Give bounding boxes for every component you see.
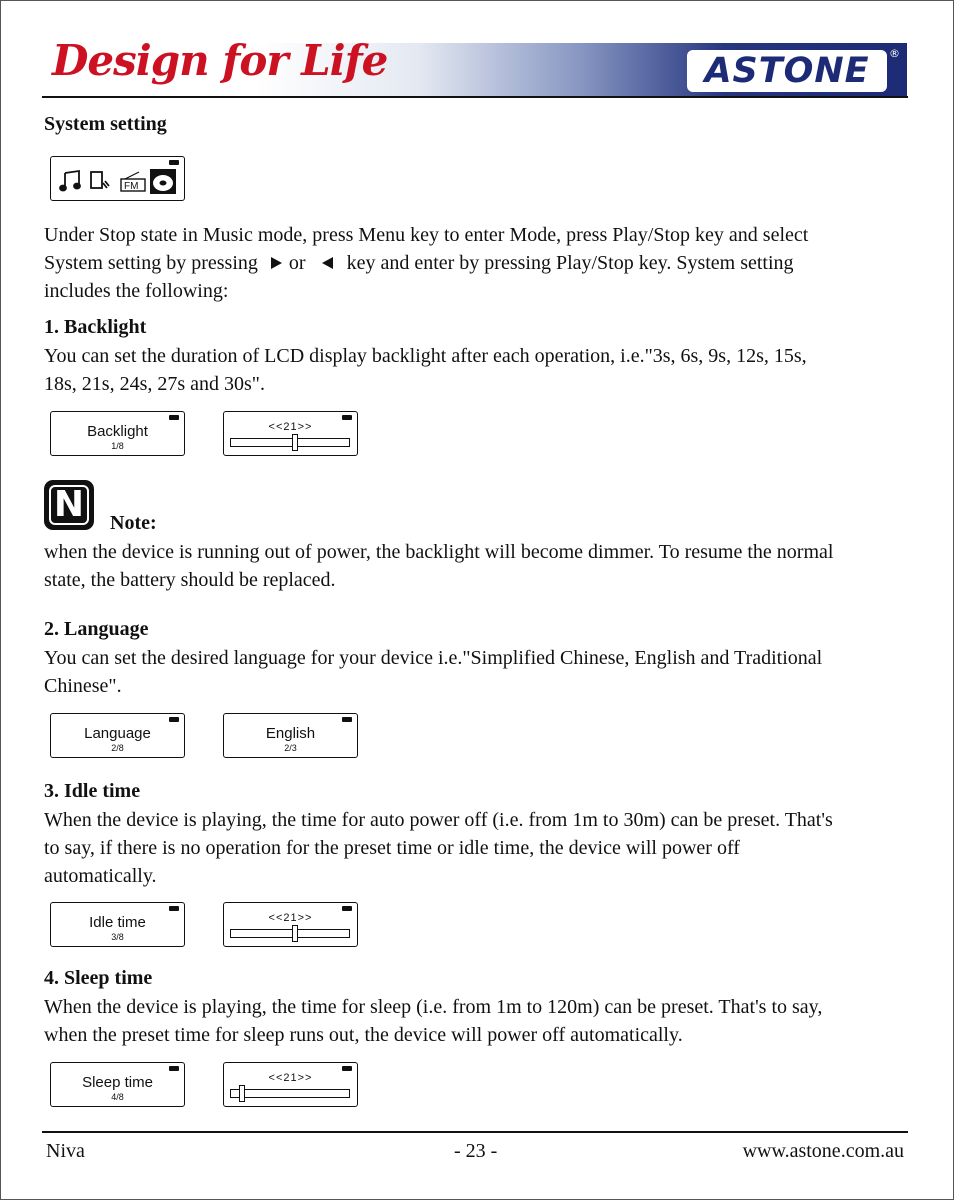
- lcd-title: Sleep time: [82, 1074, 153, 1091]
- slider-track: [230, 929, 350, 938]
- idle-heading: 3. Idle time: [44, 780, 141, 802]
- idle-line-2: to say, if there is no operation for the preset time or idle time, the device will power off: [44, 837, 740, 859]
- photo-icon: [91, 172, 109, 188]
- lcd-title: Idle time: [89, 914, 146, 931]
- footer-website: www.astone.com.au: [742, 1140, 904, 1162]
- music-note-icon: [60, 171, 80, 191]
- battery-icon: [342, 906, 352, 911]
- left-arrow-icon: [321, 256, 335, 270]
- system-disc-icon: [150, 169, 176, 194]
- note-line-2: state, the battery should be replaced.: [44, 569, 336, 591]
- battery-icon: [169, 1066, 179, 1071]
- intro-or: or: [288, 252, 306, 274]
- idle-line-1: When the device is playing, the time for auto power off (i.e. from 1m to 30m) can be preset. That's: [44, 809, 833, 831]
- slider-value-label: <<21>>: [268, 1072, 313, 1084]
- intro-line-2a: System setting by pressing: [44, 252, 258, 274]
- tagline: Design for Life: [52, 36, 388, 85]
- lcd-title: Backlight: [87, 423, 148, 440]
- fm-radio-icon: [121, 172, 145, 192]
- backlight-menu-lcd: [50, 411, 185, 456]
- language-heading: 2. Language: [44, 618, 149, 640]
- slider-track: [230, 438, 350, 447]
- page-number: - 23 -: [454, 1140, 498, 1162]
- battery-icon: [342, 415, 352, 420]
- backlight-line-1: You can set the duration of LCD display backlight after each operation, i.e."3s, 6s, 9s, 12s, 15s,: [44, 345, 807, 367]
- intro-line-3: includes the following:: [44, 280, 229, 302]
- note-glyph: N: [53, 484, 85, 525]
- idle-menu-lcd: [50, 902, 185, 947]
- sleep-heading: 4. Sleep time: [44, 967, 153, 989]
- sleep-menu-lcd: [50, 1062, 185, 1107]
- astone-logo: ASTONE: [704, 51, 870, 91]
- lcd-index: 2/8: [111, 743, 124, 753]
- slider-value-label: <<21>>: [268, 421, 313, 433]
- backlight-heading: 1. Backlight: [44, 316, 147, 338]
- battery-icon: [342, 1066, 352, 1071]
- language-value-lcd: [223, 713, 358, 758]
- slider-track: [230, 1089, 350, 1098]
- lcd-index: 1/8: [111, 441, 124, 451]
- note-line-1: when the device is running out of power, the backlight will become dimmer. To resume the normal: [44, 541, 834, 563]
- lcd-title: English: [265, 725, 316, 742]
- battery-icon: [169, 415, 179, 420]
- battery-icon: [169, 906, 179, 911]
- language-menu-lcd: [50, 713, 185, 758]
- sleep-value-lcd: [223, 1062, 358, 1107]
- slider-value-label: <<21>>: [268, 912, 313, 924]
- lcd-index: 4/8: [111, 1092, 124, 1102]
- battery-icon: [342, 717, 352, 722]
- intro-line-2b: key and enter by pressing Play/Stop key. System setting: [346, 252, 794, 274]
- note-icon: [44, 480, 94, 530]
- backlight-line-2: 18s, 21s, 24s, 27s and 30s".: [44, 373, 265, 395]
- fm-label: FM: [124, 181, 139, 192]
- language-line-2: Chinese".: [44, 675, 122, 697]
- section-title: System setting: [44, 113, 167, 135]
- lcd-index: 2/3: [284, 743, 297, 753]
- right-arrow-icon: [269, 256, 283, 270]
- footer-rule: [42, 1131, 908, 1133]
- idle-value-lcd: [223, 902, 358, 947]
- sleep-line-1: When the device is playing, the time for sleep (i.e. from 1m to 120m) can be preset. That's to say,: [44, 996, 823, 1018]
- slider-knob: [292, 434, 298, 451]
- idle-line-3: automatically.: [44, 865, 157, 887]
- slider-knob: [292, 925, 298, 942]
- language-line-1: You can set the desired language for your device i.e."Simplified Chinese, English and Traditional: [44, 647, 823, 669]
- footer-product: Niva: [46, 1140, 85, 1162]
- mode-menu-lcd: [50, 156, 185, 201]
- intro-line-1: Under Stop state in Music mode, press Menu key to enter Mode, press Play/Stop key and select: [44, 224, 809, 246]
- battery-icon: [169, 717, 179, 722]
- intro-line-2: [44, 249, 794, 277]
- slider-knob: [239, 1085, 245, 1102]
- backlight-value-lcd: [223, 411, 358, 456]
- battery-icon: [169, 160, 179, 165]
- lcd-title: Language: [84, 725, 151, 742]
- note-label: Note:: [110, 512, 157, 534]
- header-rule: [42, 96, 908, 98]
- lcd-index: 3/8: [111, 932, 124, 942]
- registered-mark: ®: [889, 47, 900, 60]
- sleep-line-2: when the preset time for sleep runs out, the device will power off automatically.: [44, 1024, 683, 1046]
